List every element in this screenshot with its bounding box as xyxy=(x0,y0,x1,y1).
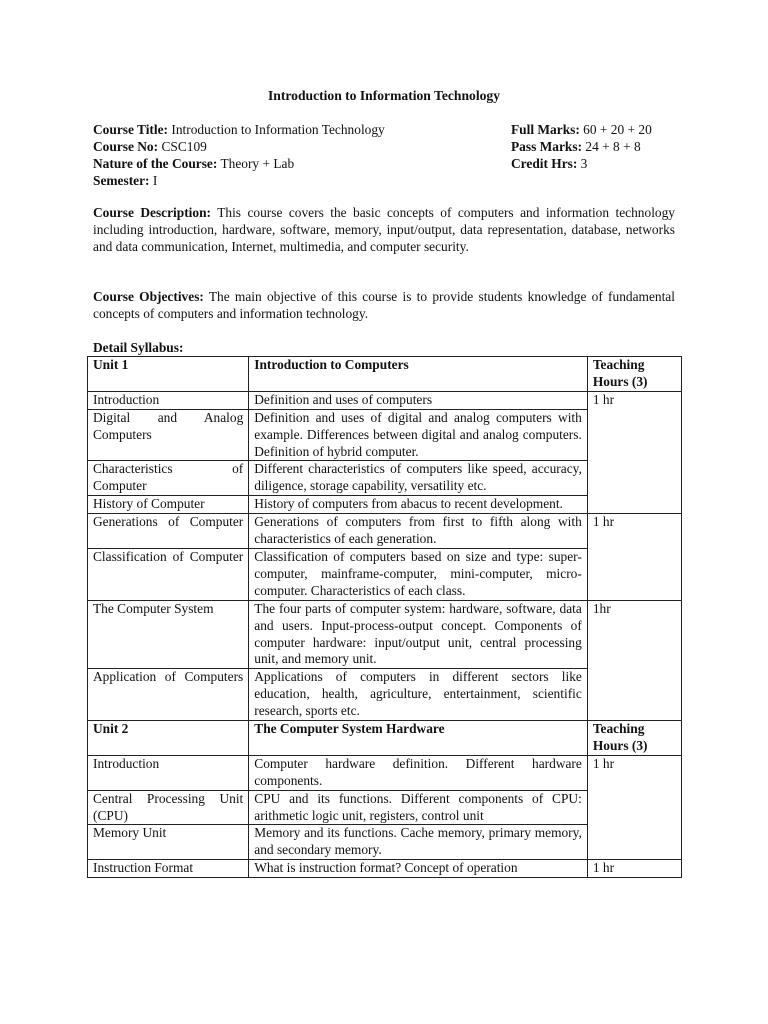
hours-cell: 1 hr xyxy=(587,391,681,513)
course-meta-left xyxy=(93,121,385,189)
semester-line: Semester: I xyxy=(93,173,158,188)
topic-cell: History of Computer xyxy=(88,496,249,514)
topic-cell: The Computer System xyxy=(88,600,249,669)
course-no-line: Course No: CSC109 xyxy=(93,139,207,154)
hours-cell: 1 hr xyxy=(587,755,681,859)
topic-cell: Application of Computers xyxy=(88,669,249,721)
teaching-hours-header: Teaching Hours (3) xyxy=(587,357,681,392)
unit-header-row xyxy=(88,357,682,392)
content-cell: Generations of computers from first to fifth along with characteristics of each generation. xyxy=(249,514,588,549)
hours-cell: 1 hr xyxy=(587,514,681,601)
topic-cell: Memory Unit xyxy=(88,825,249,860)
course-title-line: Course Title: Introduction to Information Technology xyxy=(93,122,385,137)
topic-cell: Generations of Computer xyxy=(88,514,249,549)
table-row xyxy=(88,860,682,878)
topic-cell: Instruction Format xyxy=(88,860,249,878)
topic-cell: Characteristics of Computer xyxy=(88,461,249,496)
topic-cell: Digital and Analog Computers xyxy=(88,409,249,461)
full-marks-line: Full Marks: 60 + 20 + 20 xyxy=(511,122,652,137)
topic-cell: Classification of Computer xyxy=(88,548,249,600)
document-heading: Introduction to Information Technology xyxy=(267,88,500,103)
course-description: Course Description: This course covers the basic concepts of computers and information technology including introduction, hardware, software, memory, input/output, data representation, database, networks and data communication, Internet, multimedia, and computer security. xyxy=(93,205,675,254)
content-cell: Definition and uses of digital and analog computers with example. Differences between digital and analog computers. Definition of hybrid computer. xyxy=(249,409,588,461)
table-row xyxy=(88,600,682,669)
pass-marks-line: Pass Marks: 24 + 8 + 8 xyxy=(511,139,641,154)
topic-cell: Introduction xyxy=(88,755,249,790)
content-cell: What is instruction format? Concept of operation xyxy=(249,860,588,878)
content-cell: Computer hardware definition. Different hardware components. xyxy=(249,755,588,790)
syllabus-table xyxy=(87,356,682,878)
unit-title: Introduction to Computers xyxy=(249,357,588,392)
content-cell: Classification of computers based on size and type: super-computer, mainframe-computer, mini-computer, micro-computer. Characteristics of each class. xyxy=(249,548,588,600)
unit-header-row xyxy=(88,721,682,756)
teaching-hours-header: Teaching Hours (3) xyxy=(587,721,681,756)
table-row xyxy=(88,755,682,790)
unit-label: Unit 2 xyxy=(88,721,249,756)
table-row xyxy=(88,391,682,409)
hours-cell: 1 hr xyxy=(587,860,681,878)
detail-syllabus-heading: Detail Syllabus: xyxy=(93,340,184,355)
table-row xyxy=(88,514,682,549)
topic-cell: Introduction xyxy=(88,391,249,409)
credit-hours-line: Credit Hrs: 3 xyxy=(511,156,588,171)
content-cell: Applications of computers in different sectors like education, health, agriculture, entertainment, scientific research, sports etc. xyxy=(249,669,588,721)
content-cell: CPU and its functions. Different components of CPU: arithmetic logic unit, registers, control unit xyxy=(249,790,588,825)
content-cell: Memory and its functions. Cache memory, primary memory, and secondary memory. xyxy=(249,825,588,860)
hours-cell: 1hr xyxy=(587,600,681,720)
content-cell: Definition and uses of computers xyxy=(249,391,588,409)
course-meta-right xyxy=(511,121,652,172)
course-objectives: Course Objectives: The main objective of this course is to provide students knowledge of fundamental concepts of computers and information technology. xyxy=(93,289,675,321)
unit-title: The Computer System Hardware xyxy=(249,721,588,756)
unit-label: Unit 1 xyxy=(88,357,249,392)
topic-cell: Central Processing Unit (CPU) xyxy=(88,790,249,825)
content-cell: The four parts of computer system: hardware, software, data and users. Input-process-output concept. Components of computer hardware: input/output unit, central processing unit, and memory unit. xyxy=(249,600,588,669)
content-cell: Different characteristics of computers like speed, accuracy, diligence, storage capability, versatility etc. xyxy=(249,461,588,496)
content-cell: History of computers from abacus to recent development. xyxy=(249,496,588,514)
nature-line: Nature of the Course: Theory + Lab xyxy=(93,156,295,171)
